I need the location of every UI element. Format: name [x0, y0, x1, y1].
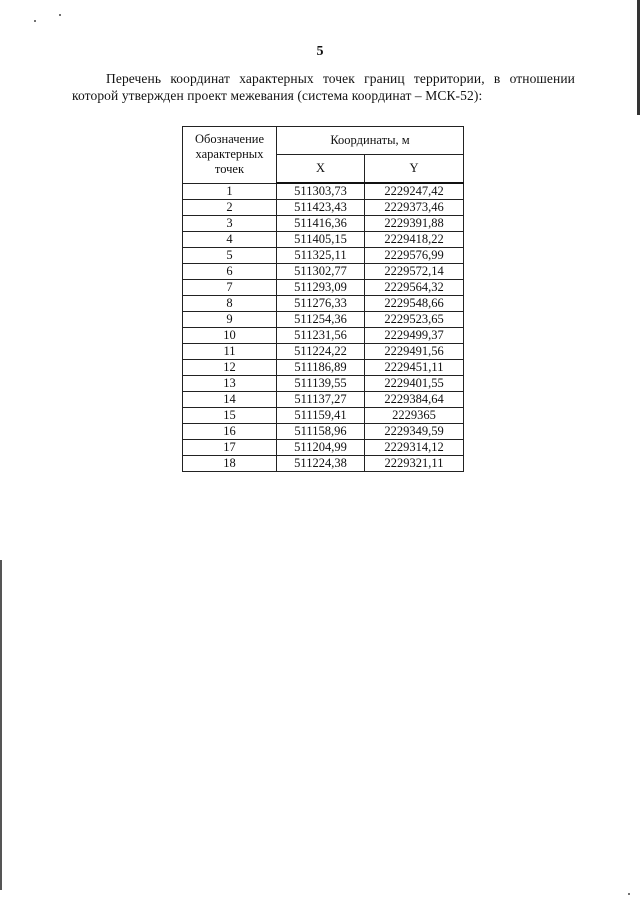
point-cell: 2	[183, 200, 277, 216]
scan-speck	[628, 893, 630, 895]
table-row	[183, 296, 464, 312]
point-cell: 16	[183, 424, 277, 440]
table-row	[183, 216, 464, 232]
point-cell: 14	[183, 392, 277, 408]
x-cell: 511159,41	[277, 408, 365, 424]
x-column-header: X	[277, 155, 365, 184]
y-cell: 2229451,11	[365, 360, 464, 376]
point-cell: 4	[183, 232, 277, 248]
table-row	[183, 280, 464, 296]
table-row	[183, 408, 464, 424]
table-row	[183, 392, 464, 408]
table-row	[183, 376, 464, 392]
y-cell: 2229523,65	[365, 312, 464, 328]
x-cell: 511186,89	[277, 360, 365, 376]
coords-group-header: Координаты, м	[277, 127, 464, 155]
x-cell: 511137,27	[277, 392, 365, 408]
y-cell: 2229418,22	[365, 232, 464, 248]
x-cell: 511254,36	[277, 312, 365, 328]
y-cell: 2229491,56	[365, 344, 464, 360]
x-cell: 511302,77	[277, 264, 365, 280]
y-cell: 2229564,32	[365, 280, 464, 296]
y-cell: 2229365	[365, 408, 464, 424]
x-cell: 511405,15	[277, 232, 365, 248]
table-row	[183, 360, 464, 376]
y-cell: 2229314,12	[365, 440, 464, 456]
y-cell: 2229499,37	[365, 328, 464, 344]
x-cell: 511224,38	[277, 456, 365, 472]
y-cell: 2229548,66	[365, 296, 464, 312]
point-cell: 7	[183, 280, 277, 296]
scan-speck	[34, 20, 36, 22]
table-row	[183, 456, 464, 472]
x-cell: 511293,09	[277, 280, 365, 296]
x-cell: 511325,11	[277, 248, 365, 264]
point-cell: 17	[183, 440, 277, 456]
y-cell: 2229576,99	[365, 248, 464, 264]
y-cell: 2229373,46	[365, 200, 464, 216]
point-cell: 15	[183, 408, 277, 424]
x-cell: 511204,99	[277, 440, 365, 456]
point-label-header: Обозначение характерных точек	[183, 127, 277, 184]
table-row	[183, 183, 464, 200]
table-row	[183, 328, 464, 344]
point-cell: 18	[183, 456, 277, 472]
point-cell: 3	[183, 216, 277, 232]
point-cell: 10	[183, 328, 277, 344]
x-cell: 511139,55	[277, 376, 365, 392]
table-row	[183, 248, 464, 264]
point-cell: 1	[183, 183, 277, 200]
table-row	[183, 344, 464, 360]
y-cell: 2229391,88	[365, 216, 464, 232]
x-cell: 511158,96	[277, 424, 365, 440]
x-cell: 511416,36	[277, 216, 365, 232]
table-row	[183, 424, 464, 440]
point-cell: 13	[183, 376, 277, 392]
x-cell: 511276,33	[277, 296, 365, 312]
y-cell: 2229572,14	[365, 264, 464, 280]
coordinates-table	[182, 126, 464, 472]
x-cell: 511224,22	[277, 344, 365, 360]
y-cell: 2229401,55	[365, 376, 464, 392]
table-row	[183, 440, 464, 456]
x-cell: 511303,73	[277, 183, 365, 200]
point-cell: 12	[183, 360, 277, 376]
table-row	[183, 232, 464, 248]
table-row	[183, 312, 464, 328]
point-cell: 5	[183, 248, 277, 264]
y-cell: 2229321,11	[365, 456, 464, 472]
y-cell: 2229349,59	[365, 424, 464, 440]
scan-speck	[59, 14, 61, 16]
x-cell: 511423,43	[277, 200, 365, 216]
table-header-row	[183, 127, 464, 155]
scan-edge-left	[0, 560, 2, 890]
table-row	[183, 264, 464, 280]
y-cell: 2229247,42	[365, 183, 464, 200]
intro-paragraph: Перечень координат характерных точек границ территории, в отношении которой утвержден проект межевания (система координат – МСК-52):	[72, 71, 575, 103]
page-number: 5	[316, 44, 324, 59]
table-row	[183, 200, 464, 216]
point-cell: 11	[183, 344, 277, 360]
point-cell: 8	[183, 296, 277, 312]
point-cell: 9	[183, 312, 277, 328]
x-cell: 511231,56	[277, 328, 365, 344]
y-column-header: Y	[365, 155, 464, 184]
y-cell: 2229384,64	[365, 392, 464, 408]
point-cell: 6	[183, 264, 277, 280]
table-body	[183, 183, 464, 472]
